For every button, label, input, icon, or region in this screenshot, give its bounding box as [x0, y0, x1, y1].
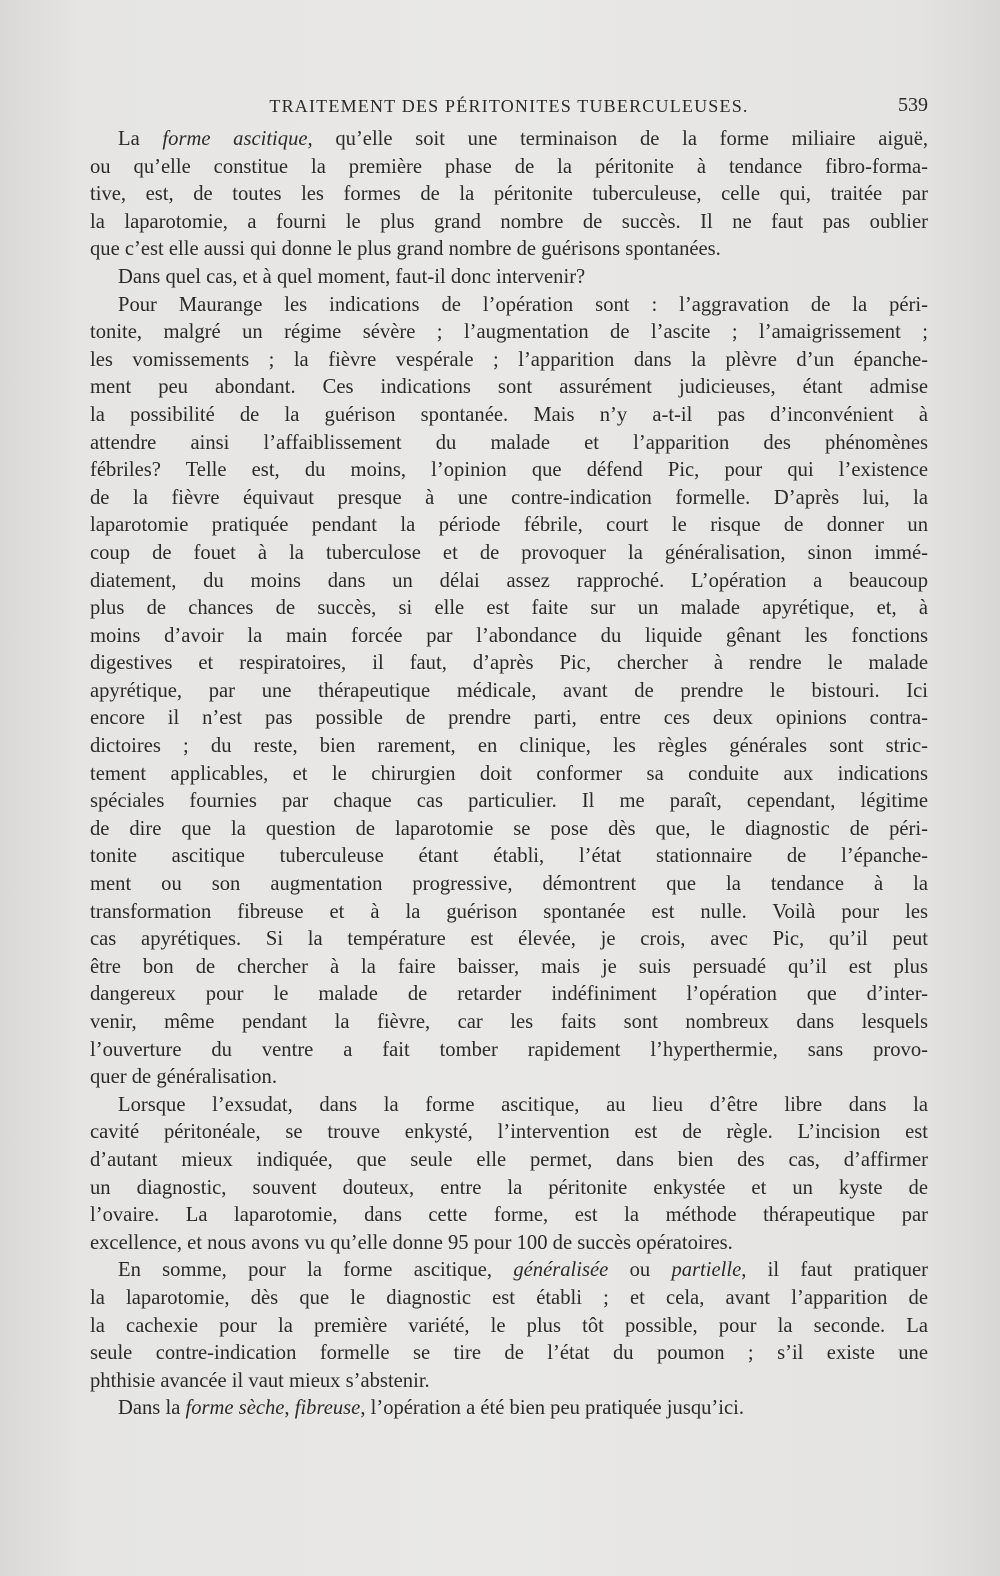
text-line: [90, 650, 928, 678]
text-line: [90, 1257, 928, 1285]
text-run: La: [118, 128, 163, 150]
text-run: ou: [608, 1259, 672, 1282]
text-run: apyrétique, par une thérapeutique médicale, avant de prendre le bistouri. Ici: [90, 679, 928, 702]
text-line: [90, 705, 928, 733]
text-line: [90, 181, 928, 209]
text-line: [90, 236, 928, 264]
text-run: , il faut pratiquer: [741, 1259, 928, 1282]
text-line: [90, 1092, 928, 1120]
text-line: [90, 292, 928, 320]
text-run: la laparotomie, a fourni le plus grand nombre de succès. Il ne faut pas oublier: [90, 210, 928, 233]
text-run: , qu’elle soit une terminaison de la forme miliaire aiguë,: [307, 128, 928, 150]
text-line: [90, 623, 928, 651]
text-run: cas apyrétiques. Si la température est élevée, je crois, avec Pic, qu’il peut: [90, 928, 928, 951]
text-run: être bon de chercher à la faire baisser, mais je suis persuadé qu’il est plus: [90, 955, 928, 978]
text-line: [90, 485, 928, 513]
text-line: [90, 1395, 928, 1423]
text-run: ,: [284, 1397, 295, 1420]
text-line: [90, 374, 928, 402]
text-line: [90, 347, 928, 375]
text-line: [90, 540, 928, 568]
text-line: [90, 568, 928, 596]
text-run: la cachexie pour la première variété, le plus tôt possible, pour la seconde. La: [90, 1314, 928, 1337]
text-line: [90, 871, 928, 899]
text-run: tement applicables, et le chirurgien doit conformer sa conduite aux indications: [90, 762, 928, 785]
text-run: coup de fouet à la tuberculose et de provoquer la généralisation, sinon immé-: [90, 541, 928, 564]
text-run: cavité péritonéale, se trouve enkysté, l’intervention est de règle. L’incision est: [90, 1121, 928, 1144]
page-header: [90, 92, 928, 124]
text-line: [90, 319, 928, 347]
text-line: [90, 788, 928, 816]
text-line: [90, 126, 928, 154]
text-run: ment peu abondant. Ces indications sont assurément judicieuses, étant admise: [90, 376, 928, 399]
text-line: [90, 1037, 928, 1065]
text-line: [90, 678, 928, 706]
text-line: [90, 1368, 928, 1396]
text-line: [90, 1313, 928, 1341]
text-line: [90, 1230, 928, 1258]
text-run: seule contre-indication formelle se tire de l’état du poumon ; s’il existe une: [90, 1342, 928, 1365]
text-line: [90, 264, 928, 292]
text-run: moins d’avoir la main forcée par l’abondance du liquide gênant les fonctions: [90, 624, 928, 647]
text-run: digestives et respiratoires, il faut, d’après Pic, chercher à rendre le malade: [90, 652, 928, 675]
text-line: [90, 154, 928, 182]
text-line: [90, 430, 928, 458]
text-run: tive, est, de toutes les formes de la péritonite tuberculeuse, celle qui, traitée par: [90, 183, 928, 206]
text-run: En somme, pour la forme ascitique,: [118, 1259, 514, 1282]
text-line: [90, 1119, 928, 1147]
text-run: la possibilité de la guérison spontanée. Mais n’y a-t-il pas d’inconvénient à: [90, 403, 928, 426]
text-run: la laparotomie, dès que le diagnostic est établi ; et cela, avant l’apparition de: [90, 1286, 928, 1309]
text-run: spéciales fournies par chaque cas particulier. Il me paraît, cependant, légitime: [90, 790, 928, 813]
text-run: venir, même pendant la fièvre, car les faits sont nombreux dans lesquels: [90, 1011, 928, 1033]
text-run: que c’est elle aussi qui donne le plus grand nombre de guérisons spontanées.: [90, 238, 721, 261]
text-run: phthisie avancée il vaut mieux s’abstenir.: [90, 1369, 430, 1392]
text-run: l’ouverture du ventre a fait tomber rapidement l’hyperthermie, sans provo-: [90, 1038, 928, 1061]
text-run: Pour Maurange les indications de l’opération sont : l’aggravation de la péri-: [118, 293, 928, 316]
text-run: excellence, et nous avons vu qu’elle donne 95 pour 100 de succès opératoires.: [90, 1231, 733, 1254]
running-title: TRAITEMENT DES PÉRITONITES TUBERCULEUSES.: [269, 96, 749, 116]
text-line: [90, 209, 928, 237]
italic-run: forme sèche: [185, 1397, 285, 1420]
text-run: encore il n’est pas possible de prendre parti, entre ces deux opinions contra-: [90, 707, 928, 730]
text-run: dictoires ; du reste, bien rarement, en clinique, les règles générales sont stric-: [90, 735, 928, 758]
italic-run: forme ascitique: [162, 128, 308, 150]
text-line: [90, 1175, 928, 1203]
text-line: [90, 402, 928, 430]
text-run: l’ovaire. La laparotomie, dans cette forme, est la méthode thérapeutique par: [90, 1204, 928, 1227]
text-line: [90, 1340, 928, 1368]
text-line: [90, 1285, 928, 1313]
italic-run: partielle: [671, 1259, 742, 1282]
text-run: diatement, du moins dans un délai assez rapproché. L’opération a beaucoup: [90, 569, 928, 592]
text-line: [90, 1202, 928, 1230]
text-run: un diagnostic, souvent douteux, entre la péritonite enkystée et un kyste de: [90, 1176, 928, 1199]
text-line: [90, 595, 928, 623]
text-line: [90, 843, 928, 871]
text-run: Dans la: [118, 1397, 186, 1420]
text-run: Lorsque l’exsudat, dans la forme ascitique, au lieu d’être libre dans la: [118, 1093, 928, 1116]
text-line: [90, 1147, 928, 1175]
text-line: [90, 816, 928, 844]
text-run: Dans quel cas, et à quel moment, faut-il donc intervenir?: [118, 265, 586, 288]
text-line: [90, 457, 928, 485]
text-run: tonite, malgré un régime sévère ; l’augmentation de l’ascite ; l’amaigrissement ;: [90, 321, 928, 344]
text-run: attendre ainsi l’affaiblissement du malade et l’apparition des phénomènes: [90, 431, 928, 454]
text-run: les vomissements ; la fièvre vespérale ; l’apparition dans la plèvre d’un épanche-: [90, 348, 928, 371]
text-run: ment ou son augmentation progressive, démontrent que la tendance à la: [90, 873, 928, 896]
page-number: 539: [898, 94, 928, 116]
text-run: , l’opération a été bien peu pratiquée jusqu’ici.: [360, 1397, 745, 1420]
text-run: plus de chances de succès, si elle est faite sur un malade apyrétique, et, à: [90, 597, 928, 620]
text-line: [90, 954, 928, 982]
text-run: laparotomie pratiquée pendant la période fébrile, court le risque de donner un: [90, 514, 928, 537]
text-run: de la fièvre équivaut presque à une contre-indication formelle. D’après lui, la: [90, 486, 928, 509]
italic-run: fibreuse: [294, 1397, 361, 1420]
text-run: tonite ascitique tuberculeuse étant établi, l’état stationnaire de l’épanche-: [90, 845, 928, 868]
text-line: [90, 1009, 928, 1037]
text-line: [90, 733, 928, 761]
text-run: d’autant mieux indiquée, que seule elle permet, dans bien des cas, d’affirmer: [90, 1148, 928, 1171]
text-run: quer de généralisation.: [90, 1066, 277, 1089]
text-run: fébriles? Telle est, du moins, l’opinion que défend Pic, pour qui l’existence: [90, 459, 928, 482]
text-line: [90, 1064, 928, 1092]
text-run: ou qu’elle constitue la première phase de la péritonite à tendance fibro-forma-: [90, 155, 928, 178]
text-run: dangereux pour le malade de retarder indéfiniment l’opération que d’inter-: [90, 983, 928, 1006]
text-run: transformation fibreuse et à la guérison spontanée est nulle. Voilà pour les: [90, 900, 928, 923]
italic-run: généralisée: [513, 1259, 609, 1282]
text-line: [90, 899, 928, 927]
text-run: de dire que la question de laparotomie se pose dès que, le diagnostic de péri-: [90, 817, 928, 840]
text-line: [90, 926, 928, 954]
text-line: [90, 512, 928, 540]
body-text: [90, 126, 928, 1423]
text-line: [90, 761, 928, 789]
text-line: [90, 981, 928, 1009]
